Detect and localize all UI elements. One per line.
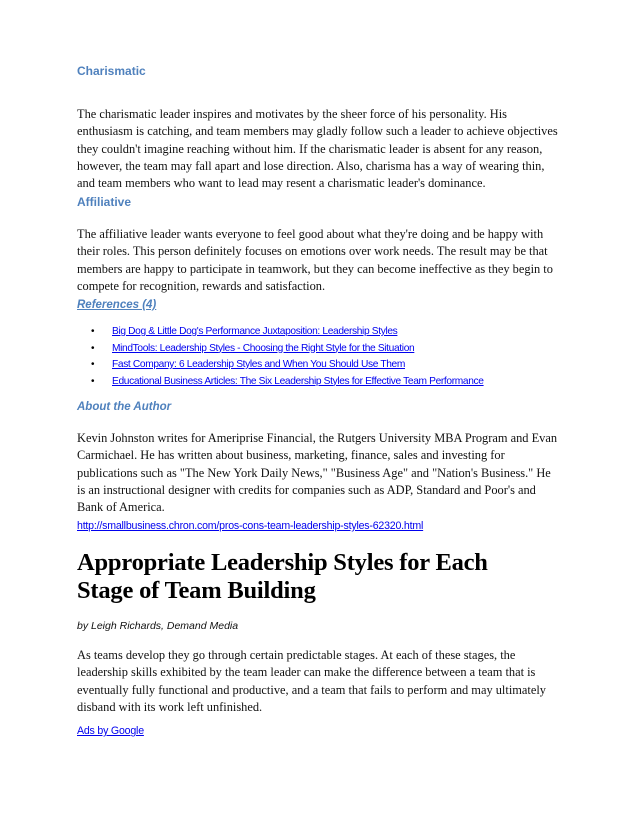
paragraph-charismatic: The charismatic leader inspires and motivates by the sheer force of his personality. His enthusiasm is catching, and team members may gladly follow such a leader to achieve objectives they couldn't imagine reaching without him. If the charismatic leader is absent for any reason, however, the team may fall apart and lose direction. Also, charisma has a way of wearing thin, and team members who want to lead may resent a charismatic leader's dominance. bbox=[77, 107, 558, 191]
section-heading-charismatic: Charismatic bbox=[77, 64, 146, 78]
references-list-wrap bbox=[77, 324, 562, 390]
article-title-line-2: Stage of Team Building bbox=[77, 577, 316, 604]
paragraph-charismatic-wrap bbox=[77, 106, 562, 192]
reference-link[interactable]: MindTools: Leadership Styles - Choosing the Right Style for the Situation bbox=[112, 342, 415, 354]
bullet-icon: • bbox=[91, 359, 95, 370]
references-heading-link[interactable]: References (4) bbox=[77, 299, 157, 311]
article-paragraph-wrap bbox=[77, 647, 562, 716]
source-url-wrap bbox=[77, 516, 562, 534]
source-url-link[interactable]: http://smallbusiness.chron.com/pros-cons-team-leadership-styles-62320.html bbox=[77, 520, 424, 532]
ads-link-wrap bbox=[77, 721, 562, 739]
about-heading-wrap bbox=[77, 401, 562, 413]
paragraph-affiliative-wrap bbox=[77, 226, 562, 295]
reference-link[interactable]: Fast Company: 6 Leadership Styles and When You Should Use Them bbox=[112, 359, 405, 370]
article-byline: by Leigh Richards, Demand Media bbox=[77, 620, 239, 632]
list-item bbox=[77, 324, 562, 341]
reference-link[interactable]: Big Dog & Little Dog's Performance Juxtaposition: Leadership Styles bbox=[112, 326, 398, 337]
bullet-icon: • bbox=[91, 326, 95, 337]
paragraph-article-intro: As teams develop they go through certain predictable stages. At each of these stages, the leadership skills exhibited by the team leader can make the difference between a team that is eventually fully functional and productive, and a team that fails to perform and may ultimately disband with its work left unfinished. bbox=[77, 648, 546, 714]
ads-by-google-link[interactable]: Ads by Google bbox=[77, 725, 144, 737]
article-title-line-1: Appropriate Leadership Styles for Each bbox=[77, 549, 488, 576]
about-author-heading: About the Author bbox=[77, 401, 172, 413]
article-title-wrap bbox=[77, 549, 562, 605]
section-heading-affiliative: Affiliative bbox=[77, 195, 132, 209]
list-item bbox=[77, 341, 562, 358]
section-charismatic bbox=[77, 64, 562, 78]
bullet-icon: • bbox=[91, 375, 95, 387]
list-item bbox=[77, 357, 562, 374]
references-heading-wrap bbox=[77, 299, 562, 311]
paragraph-affiliative: The affiliative leader wants everyone to feel good about what they're doing and be happy with their roles. This person definitely focuses on emotions over work needs. The result may be that members are happy to participate in teamwork, but they can become ineffective as they begin to compete for recognition, rewards and satisfaction. bbox=[77, 227, 553, 293]
byline-wrap bbox=[77, 620, 562, 632]
paragraph-about-author: Kevin Johnston writes for Ameriprise Financial, the Rutgers University MBA Program and Evan Carmichael. He has written about business, marketing, finance, sales and investing for publications such as "The New York Daily News," "Business Age" and "Nation's Business." He is an instructional designer with credits for companies such as ADP, Standard and Poor's and Bank of America. bbox=[77, 431, 558, 515]
bullet-icon: • bbox=[91, 342, 95, 354]
references-list bbox=[77, 324, 562, 390]
reference-link[interactable]: Educational Business Articles: The Six Leadership Styles for Effective Team Performance bbox=[112, 375, 484, 387]
about-paragraph-wrap bbox=[77, 430, 562, 516]
list-item bbox=[77, 374, 562, 391]
section-affiliative bbox=[77, 195, 562, 209]
article-title bbox=[77, 549, 562, 605]
